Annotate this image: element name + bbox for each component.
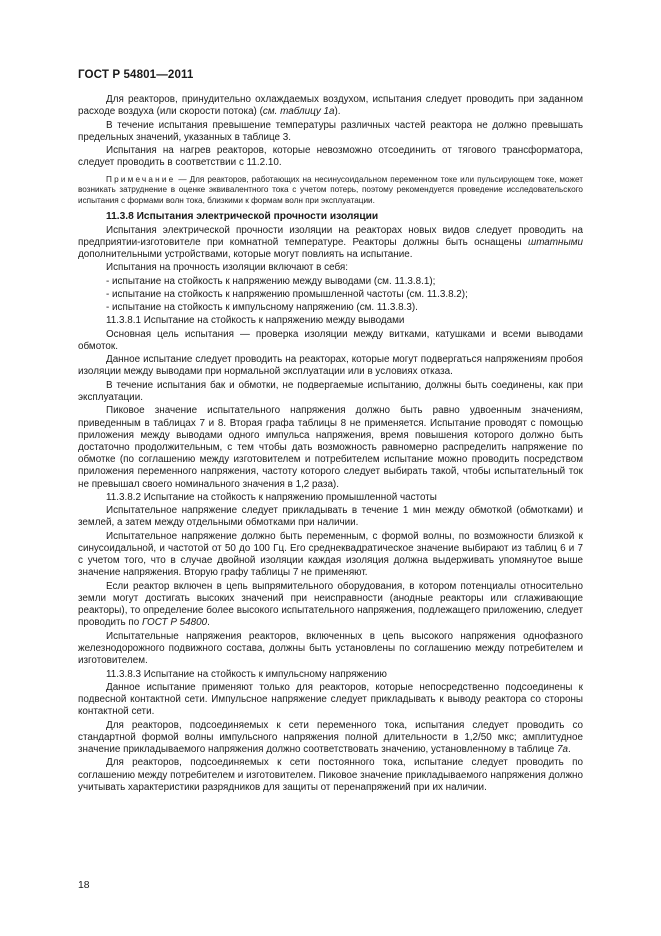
page-number: 18	[78, 880, 90, 891]
paragraph: Основная цель испытания — проверка изоляции между витками, катушками и всеми выводами обмоток.	[78, 328, 583, 352]
document-header: ГОСТ Р 54801—2011	[78, 68, 194, 81]
subsection-heading: 11.3.8.1 Испытание на стойкость к напряжению между выводами	[106, 315, 405, 327]
standard-reference: ГОСТ Р 54800	[142, 617, 208, 629]
paragraph: Испытания на прочность изоляции включают в себя:	[106, 262, 348, 274]
paragraph: Испытательные напряжения реакторов, включенных в цепь высокого напряжения однофазного железнодорожного подвижного состава, должны быть установлены по соглашению между потребителем и изготовителем.	[78, 630, 583, 667]
table-reference: 7а	[557, 743, 569, 755]
paragraph: Для реакторов, подсоединяемых к сети переменного тока, испытания следует проводить со стандартной формой волны импульсного напряжения полной длительности в 1,2/50 мкс; амплитудное значение прикладываемого напряжения должно соответствовать значению, установленному в таблице 7а.	[78, 719, 583, 755]
table-reference: см. таблицу 1а	[262, 106, 335, 118]
list-item: - испытание на стойкость к импульсному напряжению (см. 11.3.8.3).	[106, 302, 418, 314]
paragraph: Для реакторов, подсоединяемых к сети постоянного тока, испытание следует проводить по соглашению между потребителем и изготовителем. Пиковое значение прикладываемого напряжения должно учитывать характеристики разрядников для защиты от перенапряжений при их наличии.	[78, 757, 583, 793]
section-heading: 11.3.8 Испытания электрической прочности изоляции	[106, 211, 379, 223]
note-label: Примечание	[106, 174, 176, 184]
paragraph: Испытательное напряжение следует прикладывать в течение 1 мин между обмоткой (обмотками) и землей, а затем между отдельными обмотками при наличии.	[78, 505, 583, 529]
subsection-heading: 11.3.8.3 Испытание на стойкость к импульсному напряжению	[106, 668, 387, 680]
paragraph: В течение испытания бак и обмотки, не подвергаемые испытанию, должны быть соединены, как при эксплуатации.	[78, 379, 583, 403]
paragraph: Испытательное напряжение должно быть переменным, с формой волны, по возможности близкой к синусоидальной, и частотой от 50 до 100 Гц. Его среднеквадратическое значение выбирают из таблиц 6 и 7 с учетом того, что в случае двойной изоляции каждая изоляция должна выдерживать упомянутое выше значение напряжения. Вторую графу таблицы 7 не применяют.	[78, 530, 583, 579]
subsection-heading: 11.3.8.2 Испытание на стойкость к напряжению промышленной частоты	[106, 491, 437, 503]
paragraph: Для реакторов, принудительно охлаждаемых воздухом, испытания следует проводить при заданном расходе воздуха (или скорости потока) (см. таблицу 1а).	[78, 94, 583, 118]
paragraph: Данное испытание применяют только для реакторов, которые непосредственно подсоединены к подвесной контактной сети. Импульсное напряжение следует прикладывать к выводу реактора со стороны контактной сети.	[78, 681, 583, 718]
document-body	[78, 94, 583, 795]
paragraph: Пиковое значение испытательного напряжения должно быть равно удвоенным значениям, приведенным в таблицах 7 и 8. Вторая графа таблицы 8 не применяется. Испытание проводят с помощью приложения между выводами одного импульса напряжения, время повышения которого должно быть достаточно продолжительным, с тем чтобы дать возможность равномерно распределить напряжение по обмотке (по соглашению между изготовителем и потребителем испытание можно проводить посредством приложения переменного напряжения, частоту которого следует выбирать такой, чтобы испытательный ток не превышал своего номинального значения в 1,2 раза).	[78, 405, 583, 490]
paragraph: Испытания на нагрев реакторов, которые невозможно отсоединить от тягового трансформатора, следует проводить в соответствии с 11.2.10.	[78, 145, 583, 169]
paragraph: Если реактор включен в цепь выпрямительного оборудования, в котором потенциалы относительно земли могут достигать высоких значений при неисправности (анодные реакторы или сглаживающие реакторы), то определение более высокого испытательного напряжения, подлежащего приложению, следует проводить по ГОСТ Р 54800.	[78, 580, 583, 629]
list-item: - испытание на стойкость к напряжению между выводами (см. 11.3.8.1);	[106, 275, 436, 287]
list-item: - испытание на стойкость к напряжению промышленной частоты (см. 11.3.8.2);	[106, 288, 468, 300]
paragraph: Данное испытание следует проводить на реакторах, которые могут подвергаться напряжениям пробоя изоляции между выводами при нормальной эксплуатации или в условиях отказа.	[78, 354, 583, 378]
paragraph: В течение испытания превышение температуры различных частей реактора не должно превышать предельных значений, указанных в таблице 3.	[78, 119, 583, 143]
note: Примечание — Для реакторов, работающих на несинусоидальном переменном токе или пульсирующем токе, может возникать затруднение в оценке эквивалентного тока с учетом потерь, поэтому рекомендуется проведение исследовательского испытания с формами волн тока, близкими к формам волн при эксплуатации.	[78, 174, 583, 205]
paragraph: Испытания электрической прочности изоляции на реакторах новых видов следует проводить на предприятии-изготовителе при комнатной температуре. Реакторы должны быть оснащены штатными дополнительными устройствами, которые могут повлиять на испытание.	[78, 224, 583, 260]
